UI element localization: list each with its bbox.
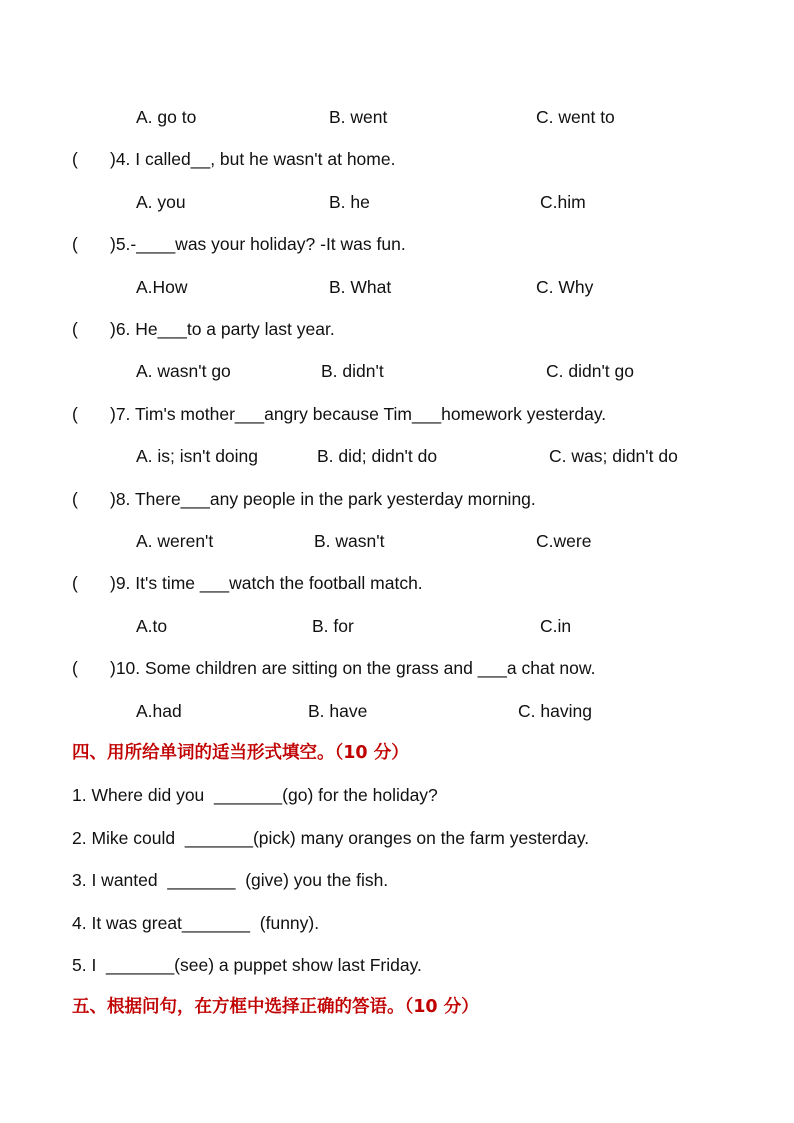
q10-option-b: B. have [308,701,368,721]
q7-option-a: A. is; isn't doing [136,446,259,466]
q4-answer-paren: ( [72,149,78,169]
q10-stem: )10. Some children are sitting on the grass and ___a chat now. [110,658,596,678]
q3-option-c: C. went to [536,107,615,127]
q7-option-b: B. did; didn't do [317,446,438,466]
q6-option-c: C. didn't go [546,361,634,381]
q7-stem: )7. Tim's mother___angry because Tim___homework yesterday. [110,404,607,424]
q5-option-c: C. Why [536,277,594,297]
q9-answer-paren: ( [72,573,78,593]
q4-option-a: A. you [136,192,186,212]
q5-stem: )5.-____was your holiday? -It was fun. [110,234,406,254]
q6-option-b: B. didn't [321,361,384,381]
q8-option-a: A. weren't [136,531,214,551]
q3-option-b: B. went [329,107,388,127]
q4-option-c: C.him [540,192,586,212]
q6-answer-paren: ( [72,319,78,339]
q9-option-a: A.to [136,616,168,636]
q9-option-c: C.in [540,616,572,636]
q8-answer-paren: ( [72,489,78,509]
q5-option-b: B. What [329,277,392,297]
fill-blank-item-1: 1. Where did you _______(go) for the holiday? [72,785,438,805]
q7-option-c: C. was; didn't do [549,446,678,466]
section-5-heading: 五、根据问句，在方框中选择正确的答语。（10 分） [72,997,479,1017]
q8-option-b: B. wasn't [314,531,385,551]
q8-option-c: C.were [536,531,592,551]
q4-option-b: B. he [329,192,370,212]
fill-blank-item-3: 3. I wanted _______ (give) you the fish. [72,870,389,890]
fill-blank-item-5: 5. I _______(see) a puppet show last Friday. [72,955,422,975]
q5-option-a: A.How [136,277,188,297]
fill-blank-item-4: 4. It was great_______ (funny). [72,913,320,933]
q9-option-b: B. for [312,616,354,636]
q3-option-a: A. go to [136,107,197,127]
q10-option-a: A.had [136,701,182,721]
q7-answer-paren: ( [72,404,78,424]
q5-answer-paren: ( [72,234,78,254]
q10-option-c: C. having [518,701,592,721]
q4-stem: )4. I called__, but he wasn't at home. [110,149,396,169]
q6-option-a: A. wasn't go [136,361,231,381]
q9-stem: )9. It's time ___watch the football match. [110,573,423,593]
q10-answer-paren: ( [72,658,78,678]
fill-blank-item-2: 2. Mike could _______(pick) many oranges on the farm yesterday. [72,828,590,848]
q8-stem: )8. There___any people in the park yesterday morning. [110,489,536,509]
section-4-heading: 四、用所给单词的适当形式填空。（10 分） [72,743,409,763]
q6-stem: )6. He___to a party last year. [110,319,335,339]
